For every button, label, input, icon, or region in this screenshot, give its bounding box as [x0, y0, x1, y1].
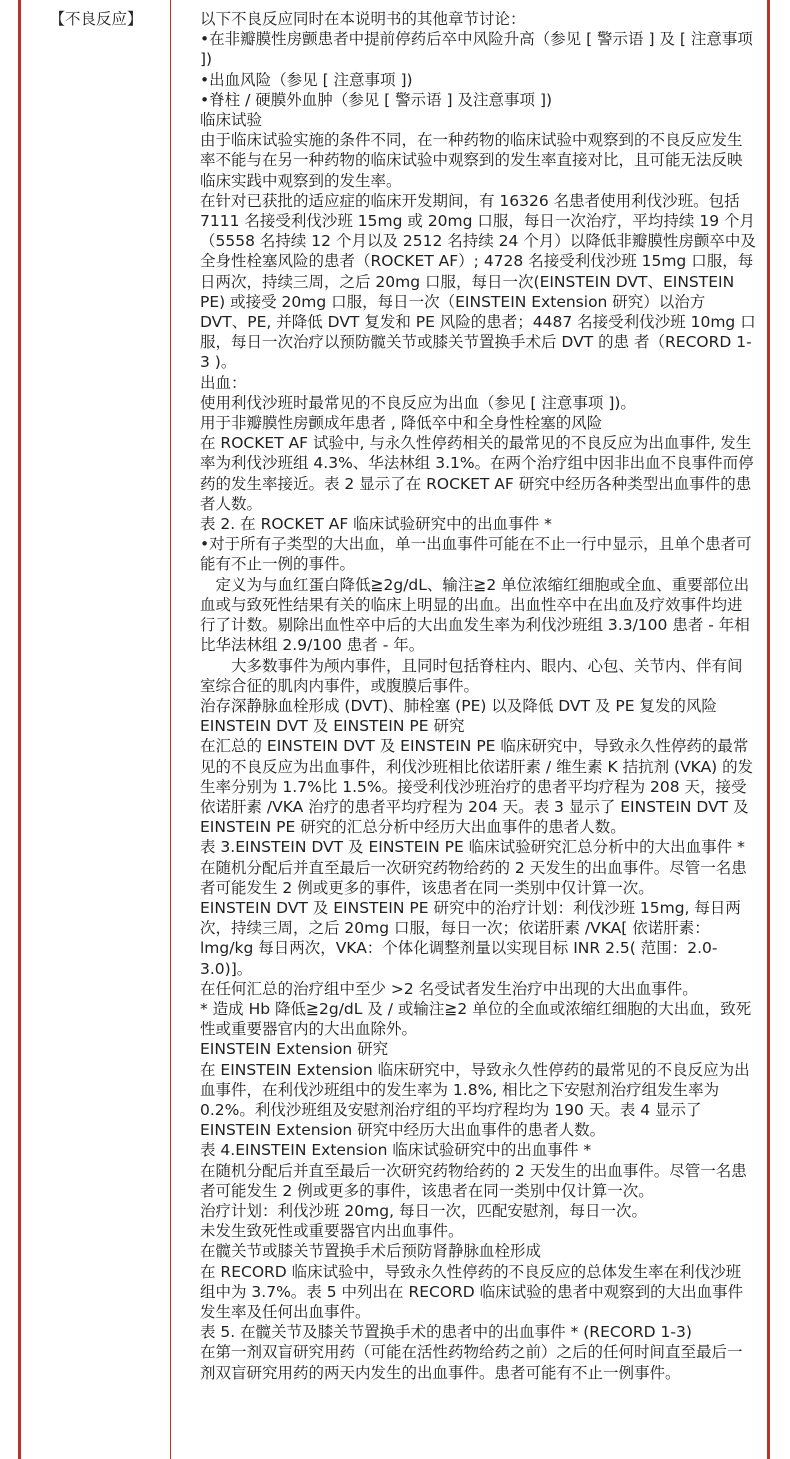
paragraph: 在 ROCKET AF 试验中, 与永久性停药相关的最常见的不良反应为出血事件, 发生率为利伐沙班组 4.3%、华法林组 3.1%。在两个治疗组中因非出血不良事件而停药的发生率接近。表 2 显示了在 ROCKET AF 研究中经历各种类型出血事件的患者人数。: [200, 434, 754, 513]
bullet-item: •出血风险（参见 [ 注意事项 ]): [200, 70, 413, 89]
footnote: 在第一剂双盲研究用药（可能在活性药物给药之前）之后的任何时间直至最后一剂双盲研究用药的两天内发生的出血事件。患者可能有不止一例事件。: [200, 1343, 743, 1382]
subheading: 治存深静脉血栓形成 (DVT)、肺栓塞 (PE) 以及降低 DVT 及 PE 复发的风险: [200, 696, 717, 715]
footnote: 大多数事件为颅内事件，且同时包括脊柱内、眼内、心包、关节内、伴有间室综合征的肌肉内事件，或腹膜后事件。: [200, 656, 743, 695]
footnote: 治疗计划：利伐沙班 20mg, 每日一次，匹配安慰剂，每日一次。: [200, 1201, 647, 1220]
table-caption: 表 4.EINSTEIN Extension 临床试验研究中的出血事件 *: [200, 1141, 592, 1160]
paragraph: 在 EINSTEIN Extension 临床研究中，导致永久性停药的最常见的不良反应为出血事件，在利伐沙班组中的发生率为 1.8%, 相比之下安慰剂治疗组发生率为 0.2%。利伐沙班组及安慰剂治疗组的平均疗程均为 190 天。表 4 显示了 EINSTEIN Extension 研究中经历大出血事件的患者人数。: [200, 1060, 750, 1140]
bullet-item: •在非瓣膜性房颤患者中提前停药后卒中风险升高（参见 [ 警示语 ] 及 [ 注意事项 ]): [200, 30, 753, 69]
subheading: 用于非瓣膜性房颤成年患者 , 降低卒中和全身性栓塞的风险: [200, 414, 603, 433]
footnote: * 造成 Hb 降低≧2g/dL 及 / 或输注≧2 单位的全血或浓缩红细胞的大出血，致死性或重要器官内的大出血除外。: [200, 999, 752, 1039]
subheading: 临床试验: [200, 111, 263, 130]
subheading: EINSTEIN DVT 及 EINSTEIN PE 研究: [200, 717, 465, 736]
footnote: 在随机分配后并直至最后一次研究药物给药的 2 天发生的出血事件。尽管一名患者可能发生 2 例或更多的事件，该患者在同一类别中仅计算一次。: [200, 1161, 747, 1200]
footnote: 在随机分配后并直至最后一次研究药物给药的 2 天发生的出血事件。尽管一名患者可能发生 2 例或更多的事件，该患者在同一类别中仅计算一次。: [200, 858, 747, 897]
paragraph: 在汇总的 EINSTEIN DVT 及 EINSTEIN PE 临床研究中，导致永久性停药的最常见的不良反应为出血事件，利伐沙班相比依诺肝素 / 维生素 K 拮抗剂 (VKA) 的发生率分别为 1.7%比 1.5%。接受利伐沙班治疗的患者平均疗程为 208 天，接受依诺肝素 /VKA 治疗的患者平均疗程为 204 天。表 3 显示了 EINSTEIN DVT 及 EINSTEIN PE 研究的汇总分析中经历大出血事件的患者人数。: [200, 737, 754, 837]
paragraph: 由于临床试验实施的条件不同，在一种药物的临床试验中观察到的不良反应发生率不能与在另一种药物的临床试验中观察到的发生率直接对比，且可能无法反映临床实践中观察到的发生率。: [200, 131, 743, 190]
bullet-item: •对于所有子类型的大出血，单一出血事件可能在不止一行中显示，且单个患者可能有不止一例的事件。: [200, 535, 752, 574]
section-label: 【不良反应】: [49, 10, 143, 28]
footnote: 定义为与血红蛋白降低≧2g/dL、输注≧2 单位浓缩红细胞或全血、重要部位出血或与致死性结果有关的临床上明显的出血。出血性卒中在出血及疗效事件均进行了计数。剔除出血性卒中后的大出血发生率为利伐沙班组 3.3/100 患者 - 年相比华法林组 2.9/100 患者 - 年。: [200, 575, 750, 655]
subheading: 出血：: [200, 373, 247, 392]
footnote: EINSTEIN DVT 及 EINSTEIN PE 研究中的治疗计划：利伐沙班 15mg, 每日两次，持续三周，之后 20mg 口服，每日一次；依诺肝素 /VKA[ 依诺肝素：lmg/kg 每日两次，VKA：个体化调整剂量以实现目标 INR 2.5( 范围：2.0-3.0)]。: [200, 898, 741, 978]
paragraph: 在针对已获批的适应症的临床开发期间，有 16326 名患者使用利伐沙班。包括 7111 名接受利伐沙班 15mg 或 20mg 口服，每日一次治疗，平均持续 19 个月（5558 名持续 12 个月以及 2512 名持续 24 个月）以降低非瓣膜性房颤卒中及全身性栓塞风险的患者（ROCKET AF）; 4728 名接受利伐沙班 15mg 口服，每日两次，持续三周，之后 20mg 口服，每日一次(EINSTEIN DVT、EINSTEIN PE) 或接受 20mg 口服，每日一次（EINSTEIN Extension 研究）以治方 DVT、PE, 并降低 DVT 复发和 PE 风险的患者；4487 名接受利伐沙班 10mg 口服，每日一次治疗以预防髋关节或膝关节置换手术后 DVT 的患 者（RECORD 1-3 )。: [200, 191, 756, 372]
column-divider: [170, 0, 171, 1459]
table-caption: 表 5. 在髋关节及膝关节置换手术的患者中的出血事件 * (RECORD 1-3): [200, 1323, 692, 1342]
subheading: 在髋关节或膝关节置换手术后预防肾静脉血栓形成: [200, 1242, 542, 1261]
bullet-item: •脊柱 / 硬膜外血肿（参见 [ 警示语 ] 及注意事项 ]): [200, 90, 553, 109]
table-caption: 表 2. 在 ROCKET AF 临床试验研究中的出血事件 *: [200, 515, 552, 534]
section-content: [200, 9, 756, 1383]
table-caption: 表 3.EINSTEIN DVT 及 EINSTEIN PE 临床试验研究汇总分析中的大出血事件 *: [200, 838, 745, 857]
subheading: EINSTEIN Extension 研究: [200, 1040, 389, 1059]
footnote: 未发生致死性或重要器官内出血事件。: [200, 1222, 464, 1241]
paragraph: 以下不良反应同时在本说明书的其他章节讨论：: [200, 10, 526, 28]
footnote: 在任何汇总的治疗组中至少 >2 名受试者发生治疗中出现的大出血事件。: [200, 979, 698, 998]
paragraph: 使用利伐沙班时最常见的不良反应为出血（参见 [ 注意事项 ])。: [200, 393, 636, 412]
paragraph: 在 RECORD 临床试验中，导致永久性停药的不良反应的总体发生率在利伐沙班组中为 3.7%。表 5 中列出在 RECORD 临床试验的患者中观察到的大出血事件发生率及任何出血事件。: [200, 1262, 744, 1321]
